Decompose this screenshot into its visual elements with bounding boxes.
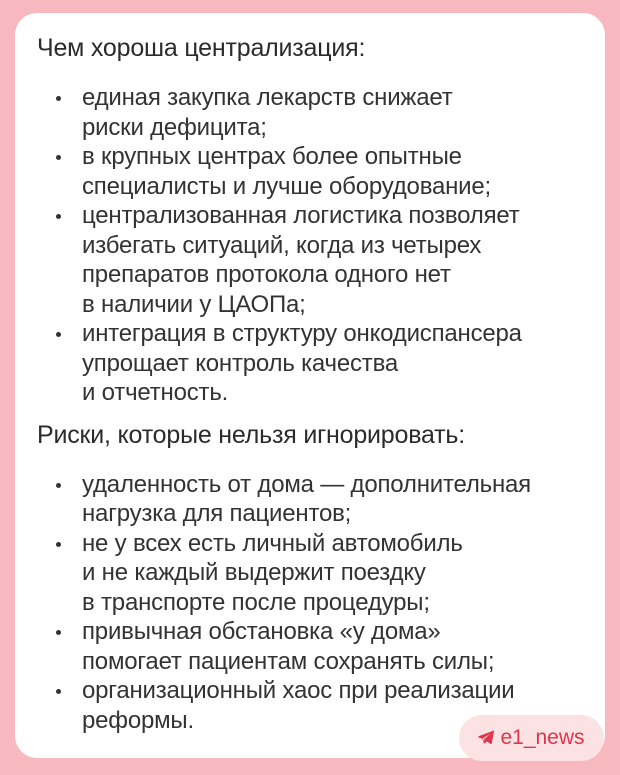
risks-list: [37, 470, 587, 736]
list-item: не у всех есть личный автомобиль и не каждый выдержит поездку в транспорте после процедуры;: [37, 529, 587, 618]
list-item: привычная обстановка «у дома» помогает пациентам сохранять силы;: [37, 617, 587, 676]
list-item: централизованная логистика позволяет избегать ситуаций, когда из четырех препаратов протокола одного нет в наличии у ЦАОПа;: [37, 201, 587, 319]
brand-badge[interactable]: [459, 715, 604, 761]
list-item: единая закупка лекарств снижает риски дефицита;: [37, 83, 587, 142]
advantages-list: [37, 83, 587, 408]
content-card: [15, 13, 605, 758]
section-title-risks: Риски, которые нельзя игнорировать:: [37, 420, 465, 449]
list-item: интеграция в структуру онкодиспансера упрощает контроль качества и отчетность.: [37, 319, 587, 408]
list-item: в крупных центрах более опытные специалисты и лучше оборудование;: [37, 142, 587, 201]
brand-label: e1_news: [500, 726, 585, 749]
telegram-icon: [478, 726, 494, 750]
section-title-advantages: Чем хороша централизация:: [37, 34, 366, 62]
list-item: организационный хаос при реализации реформы.: [37, 676, 587, 735]
list-item: удаленность от дома — дополнительная нагрузка для пациентов;: [37, 470, 587, 529]
